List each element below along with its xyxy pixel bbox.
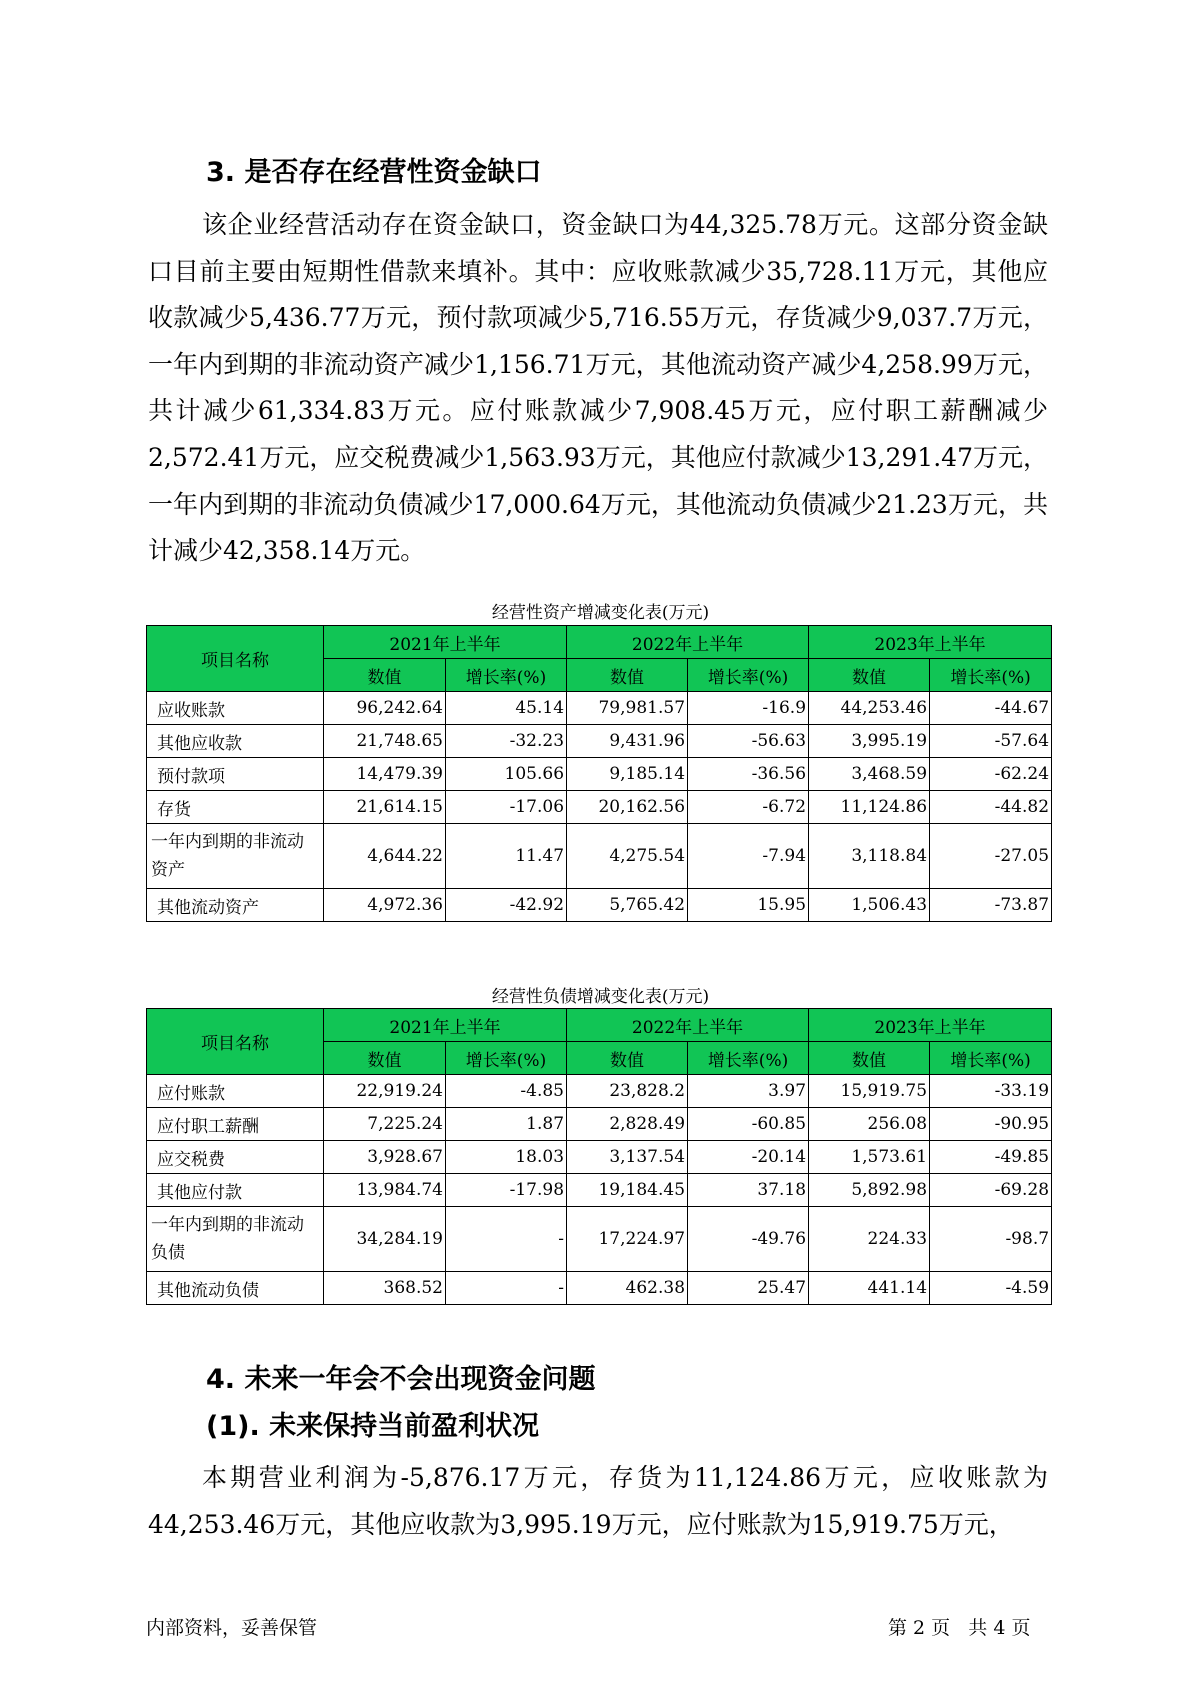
cell: - (446, 1207, 567, 1272)
cell: -4.85 (446, 1075, 567, 1108)
cell: -17.06 (446, 791, 567, 824)
cell: 22,919.24 (324, 1075, 446, 1108)
footer-confidential-note: 内部资料，妥善保管 (146, 1617, 318, 1639)
footer-page-number: 第 2 页 共 4 页 (888, 1617, 1031, 1639)
section-4-heading: 4. 未来一年会不会出现资金问题 (206, 1364, 596, 1395)
cell: 4,644.22 (324, 824, 446, 889)
table-row (147, 692, 1052, 725)
cell: -7.94 (688, 824, 809, 889)
cell: 256.08 (809, 1108, 930, 1141)
operating-assets-table (146, 625, 1052, 922)
cell: 4,275.54 (567, 824, 688, 889)
cell: 5,892.98 (809, 1174, 930, 1207)
table-row (147, 1174, 1052, 1207)
cell: -90.95 (930, 1108, 1052, 1141)
cell: 441.14 (809, 1272, 930, 1305)
cell: 21,748.65 (324, 725, 446, 758)
cell: -17.98 (446, 1174, 567, 1207)
cell: -56.63 (688, 725, 809, 758)
cell: -36.56 (688, 758, 809, 791)
cell: -44.67 (930, 692, 1052, 725)
section-4-paragraph: 本期营业利润为-5,876.17万元，存货为11,124.86万元，应收账款为44,253.46万元，其他应收款为3,995.19万元，应付账款为15,919.75万元， (148, 1463, 1048, 1539)
cell: 19,184.45 (567, 1174, 688, 1207)
cell: -20.14 (688, 1141, 809, 1174)
cell: -73.87 (930, 889, 1052, 922)
cell: 224.33 (809, 1207, 930, 1272)
table-row (147, 1108, 1052, 1141)
growth-header: 增长率(%) (688, 659, 809, 692)
growth-header: 增长率(%) (930, 659, 1052, 692)
cell: 14,479.39 (324, 758, 446, 791)
cell: 23,828.2 (567, 1075, 688, 1108)
cell: 11.47 (446, 824, 567, 889)
cell: -57.64 (930, 725, 1052, 758)
cell: -98.7 (930, 1207, 1052, 1272)
operating-liabilities-table (146, 1008, 1052, 1305)
table-row (147, 1075, 1052, 1108)
period-header: 2021年上半年 (324, 626, 567, 659)
row-name: 其他应付款 (147, 1174, 324, 1207)
row-name: 其他流动负债 (147, 1272, 324, 1305)
growth-header: 增长率(%) (688, 1042, 809, 1075)
cell: 3,995.19 (809, 725, 930, 758)
row-name: 应收账款 (147, 692, 324, 725)
cell: -49.85 (930, 1141, 1052, 1174)
cell: 37.18 (688, 1174, 809, 1207)
growth-header: 增长率(%) (446, 659, 567, 692)
cell: 20,162.56 (567, 791, 688, 824)
cell: -4.59 (930, 1272, 1052, 1305)
cell: -42.92 (446, 889, 567, 922)
value-header: 数值 (567, 1042, 688, 1075)
row-name: 其他流动资产 (147, 889, 324, 922)
cell: -62.24 (930, 758, 1052, 791)
value-header: 数值 (567, 659, 688, 692)
cell: -27.05 (930, 824, 1052, 889)
table-row (147, 1207, 1052, 1272)
cell: 3,118.84 (809, 824, 930, 889)
cell: 9,431.96 (567, 725, 688, 758)
row-name: 一年内到期的非流动资产 (147, 824, 324, 889)
row-name: 应付账款 (147, 1075, 324, 1108)
row-name: 其他应收款 (147, 725, 324, 758)
cell: 3.97 (688, 1075, 809, 1108)
cell: 79,981.57 (567, 692, 688, 725)
cell: -49.76 (688, 1207, 809, 1272)
cell: 17,224.97 (567, 1207, 688, 1272)
cell: -44.82 (930, 791, 1052, 824)
growth-header: 增长率(%) (930, 1042, 1052, 1075)
cell: 9,185.14 (567, 758, 688, 791)
cell: -6.72 (688, 791, 809, 824)
value-header: 数值 (809, 659, 930, 692)
section-3-paragraph: 该企业经营活动存在资金缺口，资金缺口为44,325.78万元。这部分资金缺口目前主要由短期性借款来填补。其中：应收账款减少35,728.11万元，其他应收款减少5,436.77万元，预付款项减少5,716.55万元，存货减少9,037.7万元，一年内到期的非流动资产减少1,156.71万元，其他流动资产减少4,258.99万元，共计减少61,334.83万元。应付账款减少7,908.45万元，应付职工薪酬减少2,572.41万元，应交税费减少1,563.93万元，其他应付款减少13,291.47万元，一年内到期的非流动负债减少17,000.64万元，其他流动负债减少21.23万元，共计减少42,358.14万元。 (148, 210, 1048, 566)
cell: 3,928.67 (324, 1141, 446, 1174)
table-row (147, 758, 1052, 791)
cell: 18.03 (446, 1141, 567, 1174)
value-header: 数值 (324, 1042, 446, 1075)
cell: 5,765.42 (567, 889, 688, 922)
table-row (147, 725, 1052, 758)
cell: 11,124.86 (809, 791, 930, 824)
cell: - (446, 1272, 567, 1305)
section-4-subheading: (1). 未来保持当前盈利状况 (206, 1411, 540, 1442)
cell: 45.14 (446, 692, 567, 725)
cell: -33.19 (930, 1075, 1052, 1108)
value-header: 数值 (324, 659, 446, 692)
cell: 1,506.43 (809, 889, 930, 922)
cell: 15.95 (688, 889, 809, 922)
row-name: 一年内到期的非流动负债 (147, 1207, 324, 1272)
row-name: 预付款项 (147, 758, 324, 791)
cell: -16.9 (688, 692, 809, 725)
cell: 15,919.75 (809, 1075, 930, 1108)
table-row (147, 824, 1052, 889)
table-row (147, 1272, 1052, 1305)
growth-header: 增长率(%) (446, 1042, 567, 1075)
cell: 34,284.19 (324, 1207, 446, 1272)
cell: 25.47 (688, 1272, 809, 1305)
table-1-caption: 经营性资产增减变化表(万元) (491, 603, 710, 623)
cell: 44,253.46 (809, 692, 930, 725)
cell: 13,984.74 (324, 1174, 446, 1207)
period-header: 2021年上半年 (324, 1009, 567, 1042)
cell: 2,828.49 (567, 1108, 688, 1141)
row-name: 存货 (147, 791, 324, 824)
cell: 7,225.24 (324, 1108, 446, 1141)
cell: 4,972.36 (324, 889, 446, 922)
row-name: 应交税费 (147, 1141, 324, 1174)
cell: 1.87 (446, 1108, 567, 1141)
value-header: 数值 (809, 1042, 930, 1075)
cell: -32.23 (446, 725, 567, 758)
cell: 1,573.61 (809, 1141, 930, 1174)
name-header: 项目名称 (147, 1009, 324, 1075)
cell: 3,137.54 (567, 1141, 688, 1174)
cell: 3,468.59 (809, 758, 930, 791)
cell: 368.52 (324, 1272, 446, 1305)
period-header: 2022年上半年 (567, 626, 809, 659)
table-row (147, 791, 1052, 824)
name-header: 项目名称 (147, 626, 324, 692)
period-header: 2022年上半年 (567, 1009, 809, 1042)
cell: -60.85 (688, 1108, 809, 1141)
period-header: 2023年上半年 (809, 626, 1052, 659)
row-name: 应付职工薪酬 (147, 1108, 324, 1141)
table-row (147, 889, 1052, 922)
table-row (147, 1141, 1052, 1174)
section-3-heading: 3. 是否存在经营性资金缺口 (206, 157, 542, 188)
cell: 96,242.64 (324, 692, 446, 725)
table-2-caption: 经营性负债增减变化表(万元) (491, 987, 710, 1007)
cell: 21,614.15 (324, 791, 446, 824)
cell: 105.66 (446, 758, 567, 791)
period-header: 2023年上半年 (809, 1009, 1052, 1042)
cell: -69.28 (930, 1174, 1052, 1207)
cell: 462.38 (567, 1272, 688, 1305)
